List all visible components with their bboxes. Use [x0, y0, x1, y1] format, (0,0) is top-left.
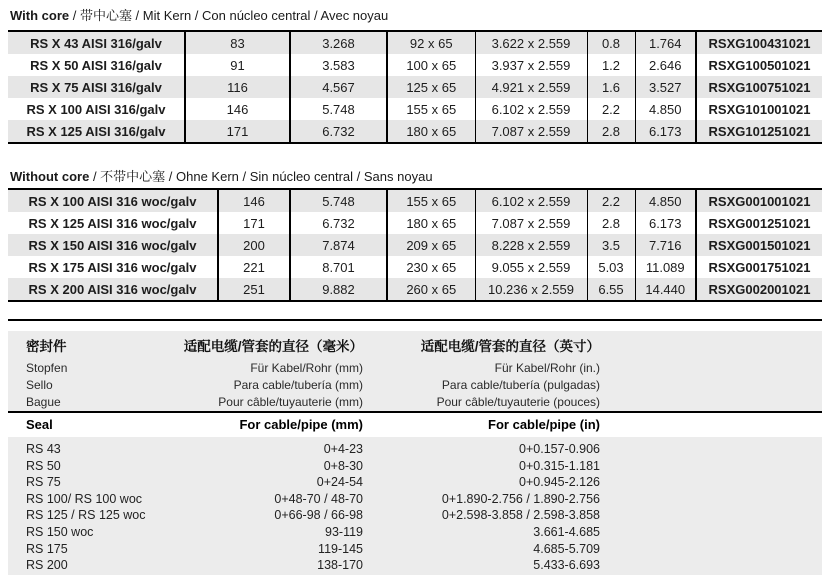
with-core-row [8, 54, 822, 76]
cell: 171 [218, 212, 290, 234]
without-core-row [8, 256, 822, 278]
cell: 2.8 [587, 120, 635, 143]
cell: 3.268 [290, 31, 387, 54]
cell: 6.173 [635, 120, 696, 143]
cell: 0+1.890-2.756 / 1.890-2.756 [441, 491, 600, 506]
cell: For cable/pipe (in) [488, 417, 600, 432]
seal-data-row [8, 557, 822, 574]
seal-data-row [8, 441, 822, 458]
cell: 155 x 65 [387, 189, 475, 212]
seal-data-panel [8, 437, 822, 575]
cell: 209 x 65 [387, 234, 475, 256]
cell: RSXG001501021 [708, 237, 811, 253]
seal-data-row [8, 524, 822, 541]
cell: 6.102 x 2.559 [475, 189, 587, 212]
without-core-row [8, 234, 822, 256]
cell: 3.937 x 2.559 [475, 54, 587, 76]
cell: RSXG100431021 [708, 35, 811, 51]
cell: 10.236 x 2.559 [475, 278, 587, 301]
seal-header-row [8, 337, 822, 360]
cell: 7.874 [290, 234, 387, 256]
cell: 3.5 [587, 234, 635, 256]
cell: 200 [218, 234, 290, 256]
cell: 6.55 [587, 278, 635, 301]
cell: 8.701 [290, 256, 387, 278]
with-core-table [8, 30, 822, 144]
cell: 11.089 [635, 256, 696, 278]
cell: RS 50 [26, 458, 61, 473]
cell: 0+24-54 [316, 475, 363, 490]
cell: RSXG100501021 [708, 57, 811, 73]
cell: RS 125 / RS 125 woc [26, 508, 146, 523]
section-title-with-core [10, 5, 388, 24]
seal-column-titles [8, 413, 822, 437]
cell: Seal [26, 417, 53, 432]
cell: 6.732 [290, 212, 387, 234]
cell: RS 200 [26, 558, 68, 573]
cell: 100 x 65 [387, 54, 475, 76]
cell: 2.2 [587, 189, 635, 212]
cell: For cable/pipe (mm) [239, 417, 363, 432]
cell: RSXG002001021 [708, 281, 811, 297]
seal-header-row [8, 377, 822, 394]
cell: 93-119 [325, 524, 363, 539]
cell: 适配电缆/管套的直径（毫米） [183, 339, 363, 354]
cell: 0+2.598-3.858 / 2.598-3.858 [441, 508, 600, 523]
seal-data-row [8, 541, 822, 558]
cell: 180 x 65 [387, 120, 475, 143]
cell: 7.716 [635, 234, 696, 256]
cell: RS X 100 AISI 316/galv [8, 98, 185, 120]
cell: RSXG001751021 [708, 259, 811, 275]
with-core-row [8, 31, 822, 54]
cell: RSXG001251021 [708, 215, 811, 231]
cell: 230 x 65 [387, 256, 475, 278]
cell: 4.685-5.709 [533, 541, 600, 556]
cell: 116 [185, 76, 290, 98]
cell: Pour câble/tuyauterie (pouces) [436, 395, 600, 409]
seal-header-row [8, 360, 822, 377]
without-core-row [8, 189, 822, 212]
section-title-without-core [10, 166, 433, 185]
cell: 0+0.945-2.126 [519, 475, 600, 490]
cell: RSXG101251021 [708, 123, 811, 139]
cell: 0+0.315-1.181 [519, 458, 600, 473]
cell: 0+0.157-0.906 [519, 442, 600, 456]
cell: 260 x 65 [387, 278, 475, 301]
cell: 0+4-23 [323, 442, 363, 456]
cell: RS X 43 AISI 316/galv [8, 31, 185, 54]
cell: RS X 75 AISI 316/galv [8, 76, 185, 98]
cell: Sello [26, 378, 53, 392]
cell: 83 [185, 31, 290, 54]
cell: 2.2 [587, 98, 635, 120]
with-core-label: With core [10, 8, 70, 23]
cell: 138-170 [317, 558, 363, 573]
cell: 5.03 [587, 256, 635, 278]
cell: Stopfen [26, 361, 68, 375]
without-core-translations: / 不带中心塞 / Ohne Kern / Sin núcleo central / Sans noyau [89, 169, 433, 184]
cell: RS X 125 AISI 316 woc/galv [8, 212, 218, 234]
cell: 5.748 [290, 98, 387, 120]
cell: 适配电缆/管套的直径（英寸） [420, 339, 600, 354]
cell: 155 x 65 [387, 98, 475, 120]
without-core-row [8, 212, 822, 234]
cell: RS 100/ RS 100 woc [26, 491, 143, 506]
cell: 0+8-30 [323, 458, 363, 473]
cell: 5.748 [290, 189, 387, 212]
cell: 1.2 [587, 54, 635, 76]
cell: 146 [185, 98, 290, 120]
cell: 4.921 x 2.559 [475, 76, 587, 98]
cell: RS X 150 AISI 316 woc/galv [8, 234, 218, 256]
cell: 3.622 x 2.559 [475, 31, 587, 54]
with-core-row [8, 76, 822, 98]
cell: Para cable/tubería (pulgadas) [441, 378, 600, 392]
cell: 8.228 x 2.559 [475, 234, 587, 256]
cell: 9.882 [290, 278, 387, 301]
cell: 7.087 x 2.559 [475, 120, 587, 143]
cell: 9.055 x 2.559 [475, 256, 587, 278]
cell: RS X 200 AISI 316 woc/galv [8, 278, 218, 301]
cell: 6.173 [635, 212, 696, 234]
cell: RSXG101001021 [708, 101, 811, 117]
cell: 0+48-70 / 48-70 [274, 491, 363, 506]
cell: 6.732 [290, 120, 387, 143]
with-core-row [8, 98, 822, 120]
cell: 180 x 65 [387, 212, 475, 234]
cell: 3.527 [635, 76, 696, 98]
seal-data-row [8, 491, 822, 508]
seal-section-top-rule [8, 319, 822, 321]
cell: 2.8 [587, 212, 635, 234]
seal-data-row [8, 474, 822, 491]
cell: 7.087 x 2.559 [475, 212, 587, 234]
cell: Pour câble/tuyauterie (mm) [218, 395, 363, 409]
seal-data-row [8, 507, 822, 524]
cell: 221 [218, 256, 290, 278]
cell: 91 [185, 54, 290, 76]
cell: RSXG001001021 [708, 193, 811, 209]
with-core-translations: / 带中心塞 / Mit Kern / Con núcleo central / Avec noyau [69, 8, 389, 23]
cell: Für Kabel/Rohr (in.) [494, 361, 600, 375]
cell: RS X 100 AISI 316 woc/galv [8, 189, 218, 212]
cell: Für Kabel/Rohr (mm) [250, 361, 363, 375]
cell: 146 [218, 189, 290, 212]
cell: RS 43 [26, 442, 61, 456]
cell: 171 [185, 120, 290, 143]
cell: 1.6 [587, 76, 635, 98]
cell: RS X 175 AISI 316 woc/galv [8, 256, 218, 278]
cell: Para cable/tubería (mm) [233, 378, 363, 392]
cell: Bague [26, 395, 61, 409]
cell: 0+66-98 / 66-98 [274, 508, 363, 523]
cell: 119-145 [318, 541, 363, 556]
seal-title-row [8, 413, 822, 437]
cell: 3.583 [290, 54, 387, 76]
without-core-label: Without core [10, 169, 90, 184]
cell: RS 175 [26, 541, 68, 556]
cell: 14.440 [635, 278, 696, 301]
cell: 3.661-4.685 [533, 524, 600, 539]
seal-data-row [8, 458, 822, 475]
cell: RS 75 [26, 475, 61, 490]
with-core-row [8, 120, 822, 143]
cell: 4.567 [290, 76, 387, 98]
cell: RS 150 woc [26, 524, 94, 539]
cell: 6.102 x 2.559 [475, 98, 587, 120]
cell: 1.764 [635, 31, 696, 54]
cell: 92 x 65 [387, 31, 475, 54]
cell: 125 x 65 [387, 76, 475, 98]
seal-header-row [8, 394, 822, 411]
cell: RSXG100751021 [708, 79, 811, 95]
cell: RS X 50 AISI 316/galv [8, 54, 185, 76]
cell: 2.646 [635, 54, 696, 76]
cell: 251 [218, 278, 290, 301]
cell: 4.850 [635, 189, 696, 212]
seal-header-panel [8, 331, 822, 411]
cell: 4.850 [635, 98, 696, 120]
without-core-table [8, 188, 822, 302]
cell: 5.433-6.693 [533, 558, 600, 573]
cell: 0.8 [587, 31, 635, 54]
cell: 密封件 [26, 339, 67, 354]
cell: RS X 125 AISI 316/galv [8, 120, 185, 143]
without-core-row [8, 278, 822, 301]
